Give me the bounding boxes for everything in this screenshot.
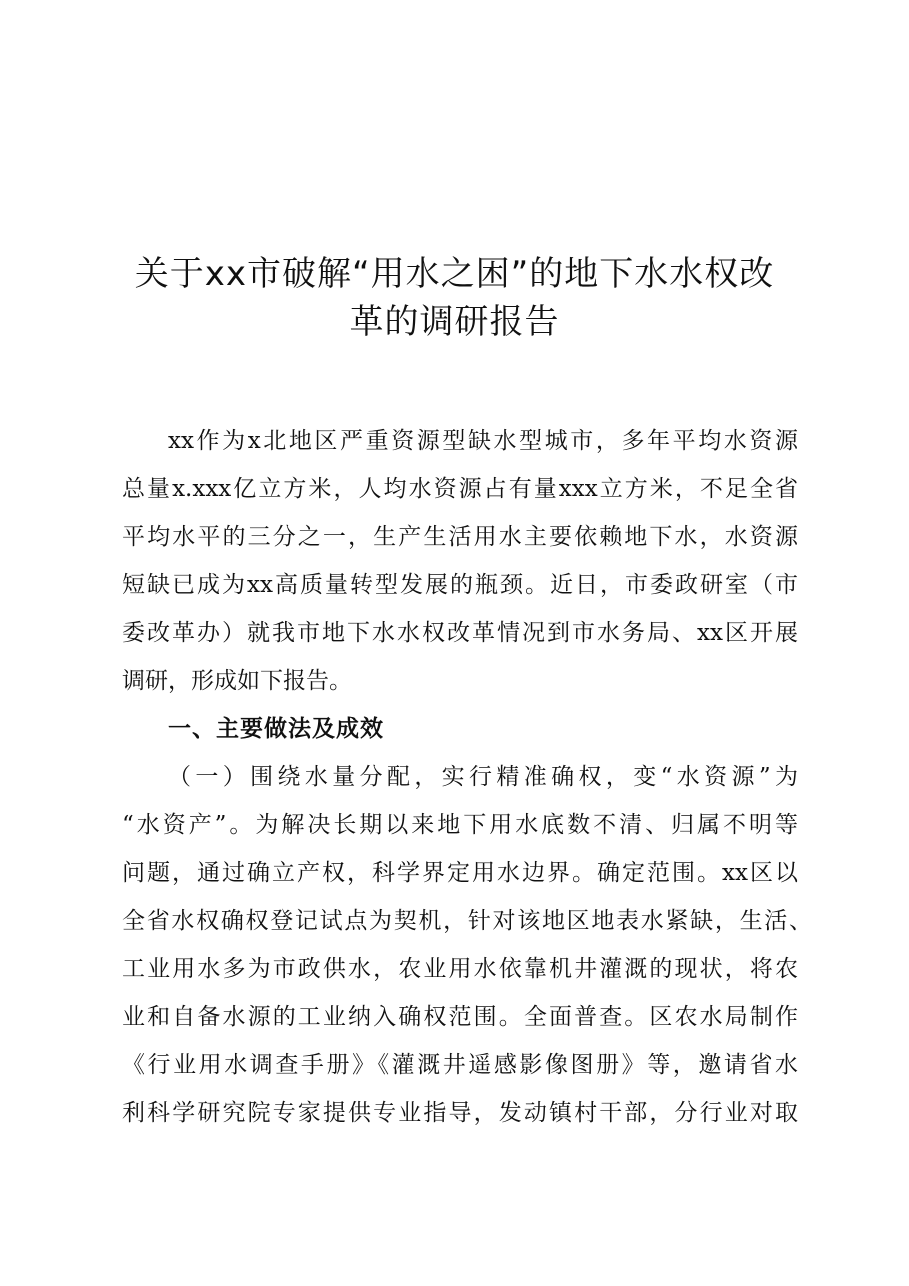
- paragraph-1-line: xx作为x北地区严重资源型缺水型城市，多年平均水资源: [168, 428, 798, 454]
- paragraph-1-line: 短缺已成为xx高质量转型发展的瓶颈。近日，市委政研室（市: [122, 572, 798, 598]
- paragraph-2-line: 业和自备水源的工业纳入确权范围。全面普查。区农水局制作: [122, 1004, 798, 1030]
- paragraph-2-line: 《行业用水调查手册》《灌溉井遥感影像图册》等，邀请省水: [122, 1052, 798, 1078]
- section-heading: 一、主要做法及成效: [168, 716, 384, 742]
- paragraph-1-line: 平均水平的三分之一，生产生活用水主要依赖地下水，水资源: [122, 524, 798, 550]
- paragraph-2-line: 全省水权确权登记试点为契机，针对该地区地表水紧缺，生活、: [122, 908, 812, 934]
- document-title-line-2: 革的调研报告: [349, 302, 560, 342]
- paragraph-2-line: 工业用水多为市政供水，农业用水依靠机井灌溉的现状，将农: [122, 956, 798, 982]
- document-title-line-1: 关于xx市破解“用水之困”的地下水水权改: [134, 254, 775, 294]
- paragraph-2-line: （一）围绕水量分配，实行精准确权，变“水资源”为: [168, 764, 798, 790]
- paragraph-2-line: 利科学研究院专家提供专业指导，发动镇村干部，分行业对取: [122, 1100, 798, 1126]
- paragraph-2-line: 问题，通过确立产权，科学界定用水边界。确定范围。xx区以: [122, 860, 798, 886]
- paragraph-2-line: “水资产”。为解决长期以来地下用水底数不清、归属不明等: [122, 812, 798, 838]
- paragraph-1-line: 调研，形成如下报告。: [122, 668, 352, 694]
- paragraph-1-line: 总量x.xxx亿立方米，人均水资源占有量xxx立方米，不足全省: [122, 476, 798, 502]
- paragraph-1-line: 委改革办）就我市地下水水权改革情况到市水务局、xx区开展: [122, 620, 798, 646]
